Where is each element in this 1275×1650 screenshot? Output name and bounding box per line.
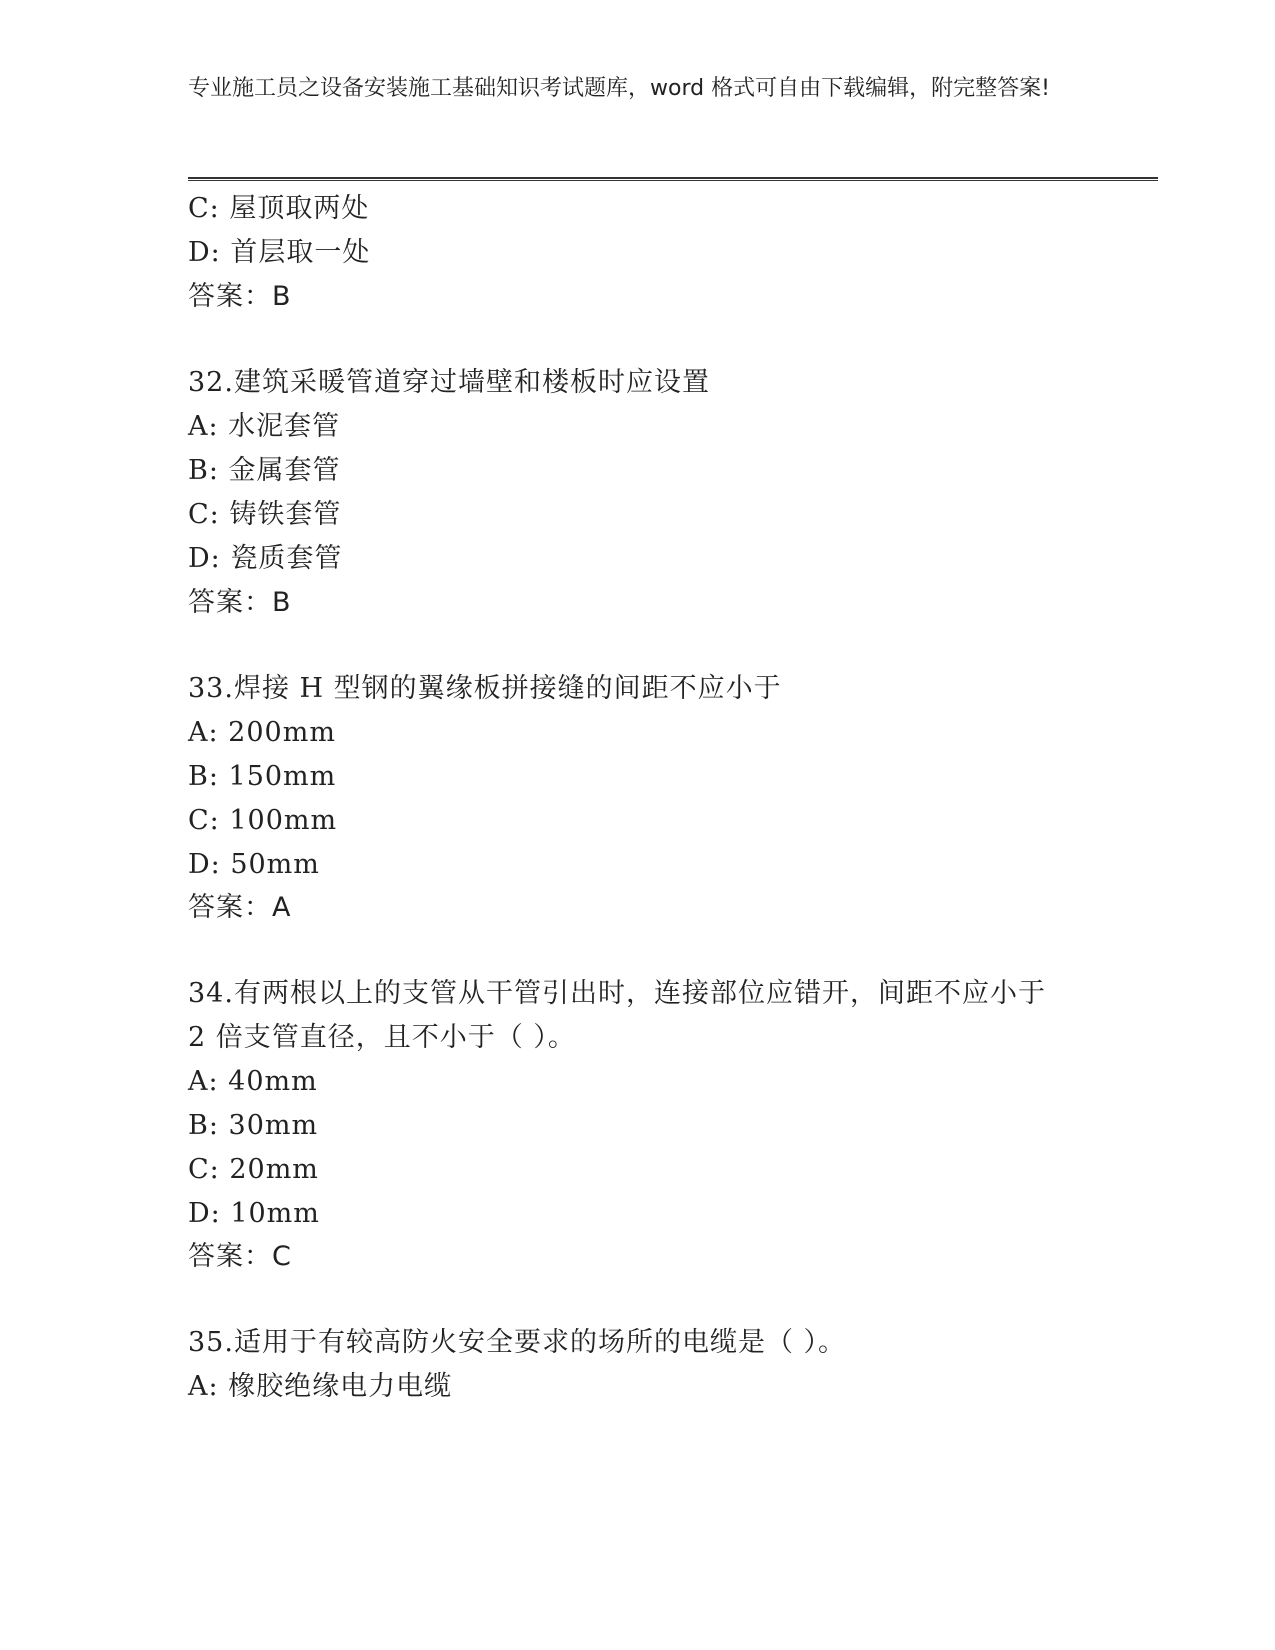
option-c: C: 铸铁套管 xyxy=(188,499,342,530)
option-a: A: 水泥套管 xyxy=(188,411,341,442)
question-34-stem-line1: 34.有两根以上的支管从干管引出时，连接部位应错开，间距不应小于 xyxy=(188,978,1046,1009)
document-header: 专业施工员之设备安装施工基础知识考试题库，word 格式可自由下载编辑，附完整答案! xyxy=(188,76,1050,101)
question-33-stem: 33.焊接 H 型钢的翼缘板拼接缝的间距不应小于 xyxy=(188,673,782,704)
question-32-stem: 32.建筑采暖管道穿过墙壁和楼板时应设置 xyxy=(188,367,710,398)
answer: 答案：B xyxy=(188,281,292,312)
option-a: A: 40mm xyxy=(188,1066,318,1097)
question-34-stem-line2: 2 倍支管直径，且不小于（ ）。 xyxy=(188,1022,576,1053)
option-b: B: 150mm xyxy=(188,761,337,792)
option-a: A: 200mm xyxy=(188,717,336,748)
option-d: D: 首层取一处 xyxy=(188,237,371,268)
option-d: D: 50mm xyxy=(188,849,320,880)
answer: 答案：B xyxy=(188,587,292,618)
option-c: C: 屋顶取两处 xyxy=(188,193,370,224)
option-b: B: 30mm xyxy=(188,1110,319,1141)
option-d: D: 10mm xyxy=(188,1198,320,1229)
option-d: D: 瓷质套管 xyxy=(188,543,343,574)
option-c: C: 20mm xyxy=(188,1154,319,1185)
question-35-stem: 35.适用于有较高防火安全要求的场所的电缆是（ ）。 xyxy=(188,1327,847,1358)
answer: 答案：C xyxy=(188,1241,292,1272)
option-b: B: 金属套管 xyxy=(188,455,341,486)
answer: 答案：A xyxy=(188,892,292,923)
header-divider xyxy=(188,177,1158,181)
option-c: C: 100mm xyxy=(188,805,338,836)
option-a: A: 橡胶绝缘电力电缆 xyxy=(188,1371,453,1402)
